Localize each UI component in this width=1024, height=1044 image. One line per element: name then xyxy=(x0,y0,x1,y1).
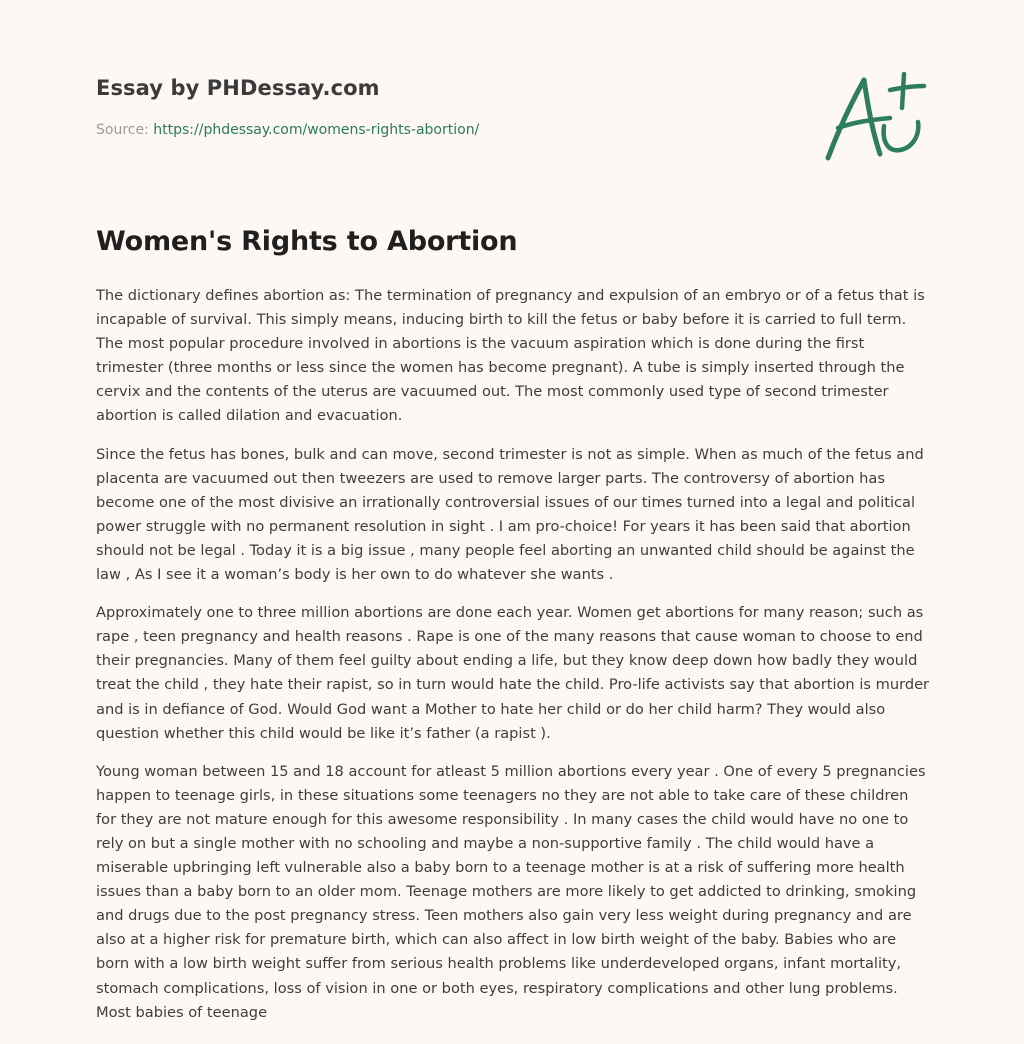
essay-paragraph-4: Young woman between 15 and 18 account for atleast 5 million abortions every year . One of every 5 pregnancies happen to teenage girls, in these situations some teenagers no they are not able to take care of these children for they are not mature enough for this awesome responsibility . In many cases the child would have no one to rely on but a single mother with no schooling and maybe a non-supportive family . The child would have a miserable upbringing left vulnerable also a baby born to a teenage mother is at a risk of suffering more health issues than a baby born to an older mom. Teenage mothers are more likely to get addicted to drinking, smoking and drugs due to the post pregnancy stress. Teen mothers also gain very less weight during pregnancy and are also at a higher risk for premature birth, which can also affect in low birth weight of the baby. Babies who are born with a low birth weight suffer from serious health problems like underdeveloped organs, infant mortality, stomach complications, loss of vision in one or both eyes, respiratory complications and other lung problems. Most babies of teenage xyxy=(96,762,926,1021)
essay-paragraph-1: The dictionary defines abortion as: The termination of pregnancy and expulsion of an embryo or of a fetus that is incapable of survival. This simply means, inducing birth to kill the fetus or baby before it is carried to full term. The most popular procedure involved in abortions is the vacuum aspiration which is done during the first trimester (three months or less since the women has become pregnant). A tube is simply inserted through the cervix and the contents of the uterus are vacuumed out. The most commonly used type of second trimester abortion is called dilation and evacuation. xyxy=(96,287,925,425)
source-line xyxy=(96,122,796,138)
essay-paragraph-3: Approximately one to three million abortions are done each year. Women get abortions for many reason; such as rape , teen pregnancy and health reasons . Rape is one of the many reasons that cause woman to choose to end their pregnancies. Many of them feel guilty about ending a life, but they know deep down how badly they would treat the child , they hate their rapist, so in turn would hate the child. Pro-life activists say that abortion is murder and is in defiance of God. Would God want a Mother to hate her child or do her child harm? They would also question whether this child would be like it’s father (a rapist ). xyxy=(96,604,930,742)
essay-header xyxy=(96,76,796,138)
essay-title: Women's Rights to Abortion xyxy=(96,226,518,257)
essay-body xyxy=(96,284,930,1039)
source-label: Source: xyxy=(96,122,149,138)
source-link[interactable]: https://phdessay.com/womens-rights-abortion/ xyxy=(153,122,480,138)
essay-paragraph-2: Since the fetus has bones, bulk and can move, second trimester is not as simple. When as much of the fetus and placenta are vacuumed out then tweezers are used to remove larger parts. The controversy of abortion has become one of the most divisive an irrationally controversial issues of our times turned into a legal and political power struggle with no permanent resolution in sight . I am pro-choice! For years it has been said that abortion should not be legal . Today it is a big issue , many people feel aborting an unwanted child should be against the law , As I see it a woman’s body is her own to do whatever she wants . xyxy=(96,445,924,584)
brand-title: Essay by PHDessay.com xyxy=(96,76,380,100)
a-plus-grade-icon xyxy=(820,66,930,166)
